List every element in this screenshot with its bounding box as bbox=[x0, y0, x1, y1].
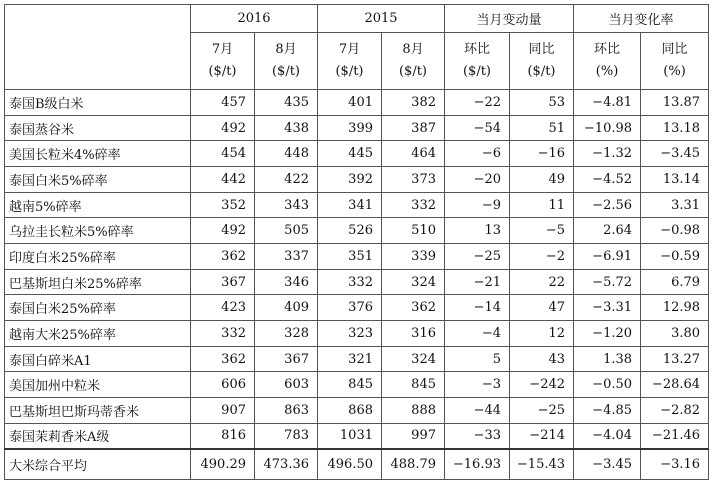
table-cell: −242 bbox=[510, 372, 574, 398]
column-header-unit: ($/t) bbox=[398, 64, 428, 79]
column-header-unit: ($/t) bbox=[208, 64, 237, 79]
row-name: 泰国蒸谷米 bbox=[5, 115, 191, 141]
table-cell: 783 bbox=[255, 423, 318, 449]
table-cell: 324 bbox=[382, 269, 445, 295]
table-cell: −15.43 bbox=[510, 449, 574, 480]
table-cell: 373 bbox=[382, 167, 445, 193]
table-cell: 473.36 bbox=[255, 449, 318, 480]
column-header bbox=[445, 33, 510, 90]
column-header-unit: ($/t) bbox=[335, 64, 364, 79]
table-cell: 438 bbox=[255, 115, 318, 141]
table-cell: −14 bbox=[445, 295, 510, 321]
table-row bbox=[5, 192, 709, 218]
table-cell: 343 bbox=[255, 192, 318, 218]
column-header-label: 同比 bbox=[528, 42, 555, 57]
table-cell: 907 bbox=[191, 398, 255, 424]
table-cell: −3.45 bbox=[574, 449, 641, 480]
table-cell: 22 bbox=[510, 269, 574, 295]
table-cell: 526 bbox=[318, 218, 382, 244]
table-cell: 13.27 bbox=[641, 346, 709, 372]
table-cell: 868 bbox=[318, 398, 382, 424]
table-cell: −5.72 bbox=[574, 269, 641, 295]
table-cell: 362 bbox=[382, 295, 445, 321]
table-cell: −25 bbox=[510, 398, 574, 424]
table-row bbox=[5, 244, 709, 270]
table-cell: 435 bbox=[255, 90, 318, 116]
column-header bbox=[318, 33, 382, 90]
table-row bbox=[5, 167, 709, 193]
table-cell: −6.91 bbox=[574, 244, 641, 270]
column-header bbox=[255, 33, 318, 90]
table-cell: −16.93 bbox=[445, 449, 510, 480]
table-cell: 409 bbox=[255, 295, 318, 321]
table-cell: 464 bbox=[382, 141, 445, 167]
table-cell: 332 bbox=[191, 321, 255, 347]
table-cell: 496.50 bbox=[318, 449, 382, 480]
table-body bbox=[5, 90, 709, 480]
row-name: 印度白米25%碎率 bbox=[5, 244, 191, 270]
table-cell: −20 bbox=[445, 167, 510, 193]
table-cell: 422 bbox=[255, 167, 318, 193]
table-cell: 367 bbox=[191, 269, 255, 295]
table-row bbox=[5, 90, 709, 116]
table-cell: 387 bbox=[382, 115, 445, 141]
row-name: 泰国白碎米A1 bbox=[5, 346, 191, 372]
table-cell: 346 bbox=[255, 269, 318, 295]
total-row bbox=[5, 449, 709, 480]
table-cell: −9 bbox=[445, 192, 510, 218]
column-header-unit: (%) bbox=[595, 64, 619, 79]
column-header-label: 8月 bbox=[402, 42, 424, 57]
table-cell: 321 bbox=[318, 346, 382, 372]
header-group-2016: 2016 bbox=[191, 5, 318, 33]
table-cell: 3.31 bbox=[641, 192, 709, 218]
table-cell: 401 bbox=[318, 90, 382, 116]
column-header bbox=[574, 33, 641, 90]
row-name: 越南大米25%碎率 bbox=[5, 321, 191, 347]
table-row bbox=[5, 321, 709, 347]
table-cell: 423 bbox=[191, 295, 255, 321]
column-header bbox=[641, 33, 709, 90]
column-header-unit: ($/t) bbox=[527, 64, 556, 79]
table-row bbox=[5, 423, 709, 449]
table-cell: 5 bbox=[445, 346, 510, 372]
table-cell: −4.52 bbox=[574, 167, 641, 193]
table-cell: 13.87 bbox=[641, 90, 709, 116]
table-cell: 445 bbox=[318, 141, 382, 167]
header-group-row bbox=[5, 5, 709, 33]
table-cell: 376 bbox=[318, 295, 382, 321]
table-cell: −4.85 bbox=[574, 398, 641, 424]
table-cell: −25 bbox=[445, 244, 510, 270]
row-name: 巴基斯坦巴斯玛蒂香米 bbox=[5, 398, 191, 424]
column-header-label: 环比 bbox=[463, 42, 490, 57]
table-cell: 845 bbox=[318, 372, 382, 398]
table-cell: 490.29 bbox=[191, 449, 255, 480]
table-cell: 328 bbox=[255, 321, 318, 347]
row-name: 泰国茉莉香米A级 bbox=[5, 423, 191, 449]
table-cell: 51 bbox=[510, 115, 574, 141]
table-cell: −3 bbox=[445, 372, 510, 398]
table-cell: 2.64 bbox=[574, 218, 641, 244]
table-cell: 442 bbox=[191, 167, 255, 193]
table-cell: 6.79 bbox=[641, 269, 709, 295]
table-cell: 1031 bbox=[318, 423, 382, 449]
rice-price-table bbox=[4, 4, 709, 480]
table-cell: 845 bbox=[382, 372, 445, 398]
column-header-label: 8月 bbox=[275, 42, 297, 57]
table-cell: 323 bbox=[318, 321, 382, 347]
table-cell: 510 bbox=[382, 218, 445, 244]
table-cell: −3.45 bbox=[641, 141, 709, 167]
table-cell: 11 bbox=[510, 192, 574, 218]
table-cell: 492 bbox=[191, 218, 255, 244]
table-cell: −16 bbox=[510, 141, 574, 167]
table-cell: 367 bbox=[255, 346, 318, 372]
table-cell: −2.82 bbox=[641, 398, 709, 424]
table-cell: −28.64 bbox=[641, 372, 709, 398]
table-cell: 49 bbox=[510, 167, 574, 193]
column-header bbox=[382, 33, 445, 90]
table-cell: 341 bbox=[318, 192, 382, 218]
table-cell: −1.20 bbox=[574, 321, 641, 347]
column-header-label: 环比 bbox=[594, 42, 621, 57]
table-cell: 339 bbox=[382, 244, 445, 270]
row-name: 美国长粒米4%碎率 bbox=[5, 141, 191, 167]
row-name: 泰国白米5%碎率 bbox=[5, 167, 191, 193]
table-cell: 392 bbox=[318, 167, 382, 193]
table-cell: 43 bbox=[510, 346, 574, 372]
table-cell: 12 bbox=[510, 321, 574, 347]
column-header-label: 同比 bbox=[661, 42, 688, 57]
table-cell: 492 bbox=[191, 115, 255, 141]
table-row bbox=[5, 346, 709, 372]
table-cell: −214 bbox=[510, 423, 574, 449]
table-row bbox=[5, 218, 709, 244]
table-cell: 505 bbox=[255, 218, 318, 244]
table-cell: 53 bbox=[510, 90, 574, 116]
column-header-unit: ($/t) bbox=[462, 64, 492, 79]
table-cell: 352 bbox=[191, 192, 255, 218]
table-cell: 816 bbox=[191, 423, 255, 449]
table-cell: 332 bbox=[318, 269, 382, 295]
table-cell: 448 bbox=[255, 141, 318, 167]
column-header-unit: ($/t) bbox=[271, 64, 301, 79]
table-cell: 12.98 bbox=[641, 295, 709, 321]
table-cell: 399 bbox=[318, 115, 382, 141]
table-cell: 316 bbox=[382, 321, 445, 347]
table-cell: −10.98 bbox=[574, 115, 641, 141]
row-name: 乌拉圭长粒米5%碎率 bbox=[5, 218, 191, 244]
table-row bbox=[5, 398, 709, 424]
table-cell: 362 bbox=[191, 346, 255, 372]
table-cell: −1.32 bbox=[574, 141, 641, 167]
table-cell: 47 bbox=[510, 295, 574, 321]
column-header bbox=[191, 33, 255, 90]
table-cell: −3.31 bbox=[574, 295, 641, 321]
table-cell: 13.14 bbox=[641, 167, 709, 193]
column-header-label: 7月 bbox=[338, 42, 361, 57]
table-cell: 1.38 bbox=[574, 346, 641, 372]
table-cell: −2.56 bbox=[574, 192, 641, 218]
table-cell: 603 bbox=[255, 372, 318, 398]
row-name: 巴基斯坦白米25%碎率 bbox=[5, 269, 191, 295]
table-cell: −0.98 bbox=[641, 218, 709, 244]
table-cell: −4.81 bbox=[574, 90, 641, 116]
table-row bbox=[5, 269, 709, 295]
table-cell: 997 bbox=[382, 423, 445, 449]
table-cell: 606 bbox=[191, 372, 255, 398]
table-cell: −4 bbox=[445, 321, 510, 347]
table-cell: 3.80 bbox=[641, 321, 709, 347]
table-cell: 457 bbox=[191, 90, 255, 116]
table-cell: −0.59 bbox=[641, 244, 709, 270]
table-cell: 454 bbox=[191, 141, 255, 167]
header-corner bbox=[5, 5, 191, 90]
table-cell: −0.50 bbox=[574, 372, 641, 398]
table-row bbox=[5, 115, 709, 141]
table-row bbox=[5, 295, 709, 321]
column-header-label: 7月 bbox=[211, 42, 234, 57]
row-name: 大米综合平均 bbox=[5, 449, 191, 480]
column-header bbox=[510, 33, 574, 90]
table-cell: 488.79 bbox=[382, 449, 445, 480]
table-cell: −21.46 bbox=[641, 423, 709, 449]
table-cell: −33 bbox=[445, 423, 510, 449]
row-name: 越南5%碎率 bbox=[5, 192, 191, 218]
table-cell: −3.16 bbox=[641, 449, 709, 480]
column-header-unit: (%) bbox=[663, 64, 686, 79]
header-group-change: 当月变动量 bbox=[445, 5, 574, 33]
table-row bbox=[5, 141, 709, 167]
table-cell: 332 bbox=[382, 192, 445, 218]
table-cell: 362 bbox=[191, 244, 255, 270]
table-cell: 888 bbox=[382, 398, 445, 424]
table-cell: −54 bbox=[445, 115, 510, 141]
table-cell: −2 bbox=[510, 244, 574, 270]
table-cell: −4.04 bbox=[574, 423, 641, 449]
table-cell: 337 bbox=[255, 244, 318, 270]
table-cell: 13.18 bbox=[641, 115, 709, 141]
table-cell: −22 bbox=[445, 90, 510, 116]
row-name: 美国加州中粒米 bbox=[5, 372, 191, 398]
table-cell: 324 bbox=[382, 346, 445, 372]
header-group-rate: 当月变化率 bbox=[574, 5, 709, 33]
table-cell: 382 bbox=[382, 90, 445, 116]
table-cell: 863 bbox=[255, 398, 318, 424]
table-cell: −5 bbox=[510, 218, 574, 244]
table-row bbox=[5, 372, 709, 398]
header-group-2015: 2015 bbox=[318, 5, 445, 33]
table-cell: −21 bbox=[445, 269, 510, 295]
row-name: 泰国B级白米 bbox=[5, 90, 191, 116]
table-cell: 351 bbox=[318, 244, 382, 270]
table-cell: −44 bbox=[445, 398, 510, 424]
row-name: 泰国白米25%碎率 bbox=[5, 295, 191, 321]
table-cell: 13 bbox=[445, 218, 510, 244]
table-cell: −6 bbox=[445, 141, 510, 167]
